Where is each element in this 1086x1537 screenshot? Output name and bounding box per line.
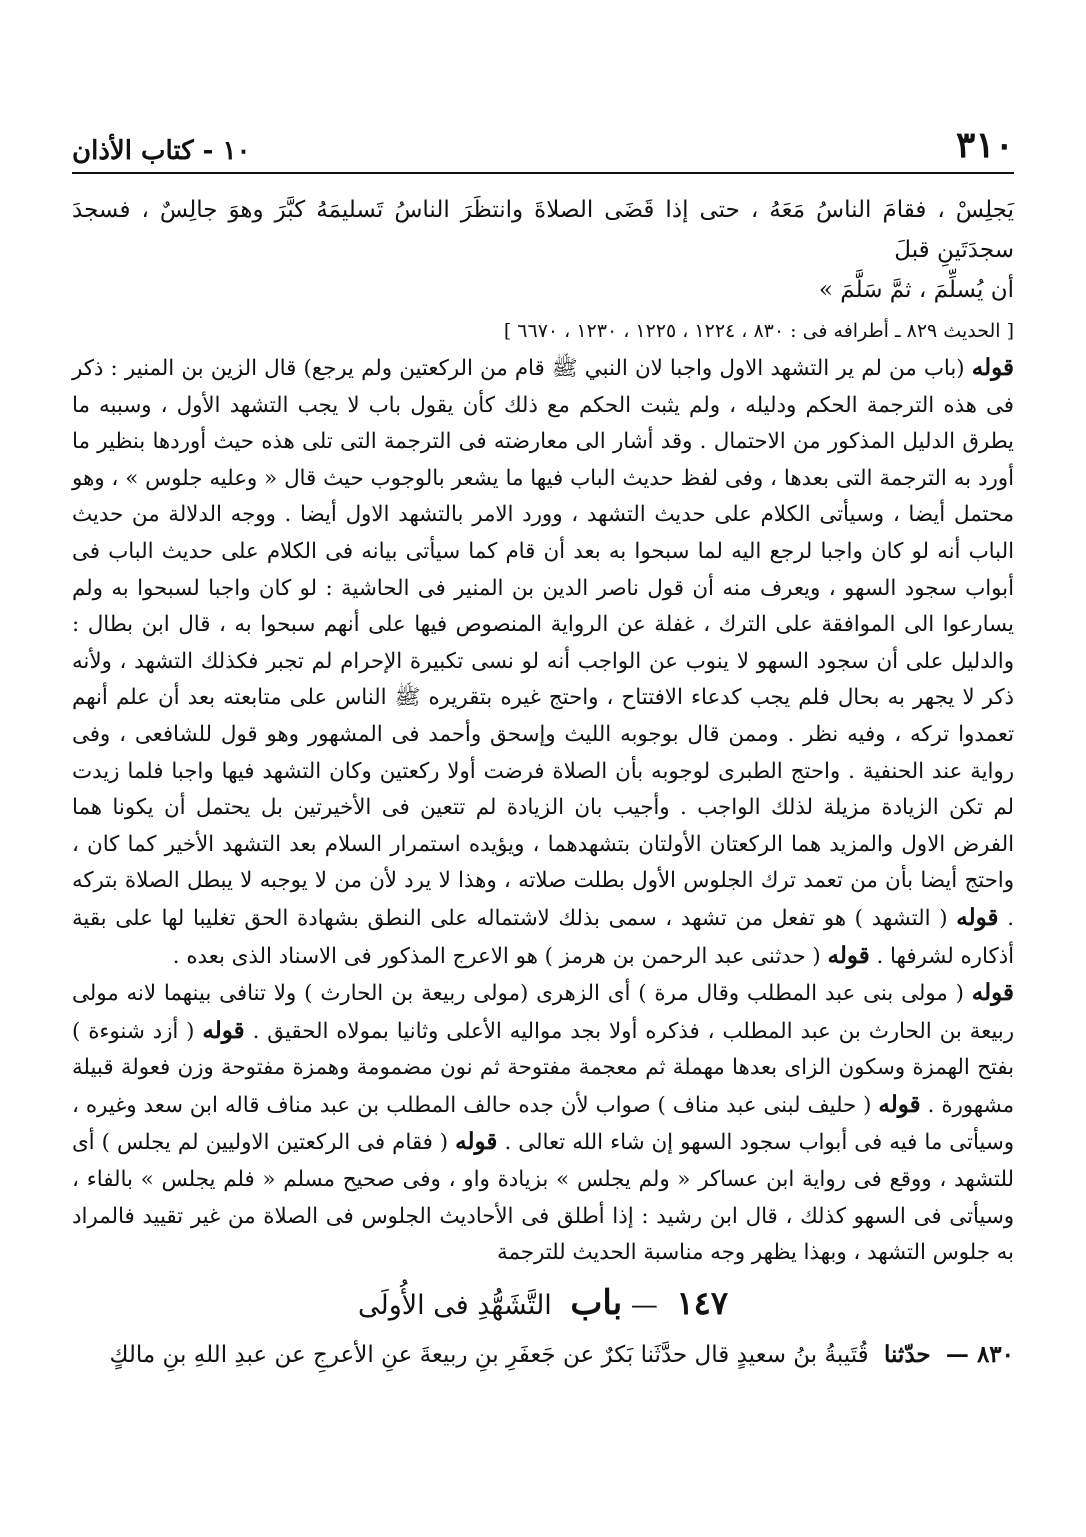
- commentary-paragraph: ( فقام فى الركعتين الاوليين لم يجلس ) أى للتشهد ، ووقع فى رواية ابن عساكر « ولم يجلس » بزيادة واو ، وفى صحيح مسلم « فلم يجلس » بالفاء ، وسيأتى فى السهو كذلك ، قال ابن رشيد : إذا أطلق فى الأحاديث الجلوس فى الصلاة من غير تقييد فالمراد به جلوس التشهد ، وبهذا يظهر وجه مناسبة الحديث للترجمة: [72, 1130, 1014, 1266]
- page-number: ٣١٠: [955, 124, 1014, 166]
- qawluhu-label: قوله: [956, 903, 999, 931]
- commentary-paragraph: ( مولى بنى عبد المطلب وقال مرة ) أى الزهرى (مولى ربيعة بن الحارث ) ولا تنافى بينهما لانه مولى ربيعة بن الحارث بن عبد المطلب ، فذكره أولا بجد مواليه الأعلى وثانيا بمولاه الحقيق .: [72, 981, 1014, 1044]
- page-header: [72, 118, 1014, 166]
- commentary-paragraph: ( حدثنى عبد الرحمن بن هرمز ) هو الاعرج المذكور فى الاسناد الذى بعده .: [172, 943, 821, 969]
- header-divider: [72, 172, 1014, 174]
- haddathana-word: حدّثنا: [883, 1340, 931, 1368]
- hadith-references: [ الحديث ٨٢٩ ـ أطرافه فى : ٨٣٠ ، ١٢٢٤ ، ١٢٢٥ ، ١٢٣٠ ، ٦٦٧٠ ]: [503, 320, 1014, 342]
- hadith-line: أن يُسلِّمَ ، ثمَّ سَلَّمَ »: [818, 277, 1014, 303]
- chapter-dash: —: [630, 1289, 658, 1321]
- isnad-text: قُتَيبةُ بنُ سعيدٍ قال حدَّثَنا بَكرٌ عن جَعفَرِ بنِ ربيعةَ عنِ الأعرجِ عن عبدِ اللهِ بنِ مالكٍ: [109, 1341, 869, 1368]
- chapter-number: ١٤٧: [676, 1283, 728, 1322]
- commentary-paragraph: ( التشهد ) هو تفعل من تشهد ، سمى بذلك لاشتماله على النطق بشهادة الحق تغليبا لها على بقية أذكاره لشرفها .: [72, 905, 1014, 969]
- qawluhu-label: قوله: [878, 1090, 921, 1118]
- qawluhu-label: قوله: [455, 1128, 498, 1156]
- qawluhu-label: قوله: [971, 354, 1014, 381]
- chapter-heading: [72, 1278, 1014, 1331]
- commentary-paragraph: (باب من لم ير التشهد الاول واجبا لان النبي ﷺ قام من الركعتين ولم يرجع) قال الزين بن المنير : ذكر فى هذه الترجمة الحكم ودليله ، ولم يثبت الحكم مع ذلك كأن يقول باب لا يجب التشهد الأول ، وسببه ما يطرق الدليل المذكور من الاحتمال . وقد أشار الى معارضته فى الترجمة التى تلى هذه حيث أوردها بنظير ما أورد به الترجمة التى بعدها ، وفى لفظ حديث الباب فيها ما يشعر بالوجوب حيث قال « وعليه جلوس » ، وهو محتمل أيضا ، وسيأتى الكلام على حديث التشهد ، وورد الامر بالتشهد الاول أيضا . ووجه الدلالة من حديث الباب أنه لو كان واجبا لرجع اليه لما سبحوا به بعد أن قام كما سيأتى بيانه فى الكلام على حديث الباب فى أبواب سجود السهو ، ويعرف منه أن قول ناصر الدين بن المنير فى الحاشية : لو كان واجبا لسبحوا به ولم يسارعوا الى الموافقة على الترك ، غفلة عن الرواية المنصوص فيها على أنهم سبحوا به ، قال ابن بطال : والدليل على أن سجود السهو لا ينوب عن الواجب أنه لو نسى تكبيرة الإحرام لم تجبر فكذلك التشهد ، ولأنه ذكر لا يجهر به بحال فلم يجب كدعاء الافتتاح ، واحتج غيره بتقريره ﷺ الناس على متابعته بعد أن علم أنهم تعمدوا تركه ، وفيه نظر . وممن قال بوجوبه الليث وإسحق وأحمد فى المشهور وهو قول للشافعى ، وفى رواية عند الحنفية . واحتج الطبرى لوجوبه بأن الصلاة فرضت أولا ركعتين وكان التشهد فيها واجبا فلما زيدت لم تكن الزيادة مزيلة لذلك الواجب . وأجيب بان الزيادة لم تتعين فى الأخيرتين بل يحتمل أن يكونا هما الفرض الاول والمزيد هما الركعتان الأولتان بتشهدهما ، ويؤيده استمرار السلام بعد التشهد الأخير كما كان ، واحتج أيضا بأن من تعمد ترك الجلوس الأول بطلت صلاته ، وهذا لا يرد لأن من لا يوجبه لا يبطل الصلاة بتركه .: [72, 356, 1014, 931]
- running-title: ١٠ - كتاب الأذان: [72, 136, 251, 166]
- qawluhu-label: قوله: [827, 941, 870, 969]
- hadith-line: يَجلِسْ ، فقامَ الناسُ مَعَهُ ، حتى إذا قَضَى الصلاةَ وانتظَرَ الناسُ تَسليمَهُ كبَّرَ وهوَ جالِسٌ ، فسجدَ سجدَتَينِ قبلَ: [72, 197, 1014, 263]
- chapter-word: باب: [570, 1282, 623, 1323]
- hadith-text: [72, 190, 1014, 310]
- chapter-title: التَّشَهُّدِ فى الأُولَى: [357, 1289, 552, 1321]
- commentary-paragraph: ( حليف لبنى عبد مناف ) صواب لأن جده حالف المطلب بن عبد مناف قاله ابن سعد وغيره ، وسيأتى ما فيه فى أبواب سجود السهو إن شاء الله تعالى .: [72, 1092, 1014, 1156]
- commentary-block: [72, 350, 1014, 1272]
- qawluhu-label: قوله: [202, 1016, 245, 1044]
- page-body: [72, 190, 1014, 1375]
- hadith-number: ٨٣٠ —: [945, 1340, 1014, 1368]
- next-hadith: [72, 1335, 1014, 1375]
- commentary-paragraph: ( أزد شنوءة ) بفتح الهمزة وسكون الزاى بعدها مهملة ثم معجمة مفتوحة ثم نون مضمومة وهمزة مفتوحة وزن فعولة قبيلة مشهورة .: [72, 1018, 1014, 1118]
- qawluhu-label: قوله: [971, 979, 1014, 1007]
